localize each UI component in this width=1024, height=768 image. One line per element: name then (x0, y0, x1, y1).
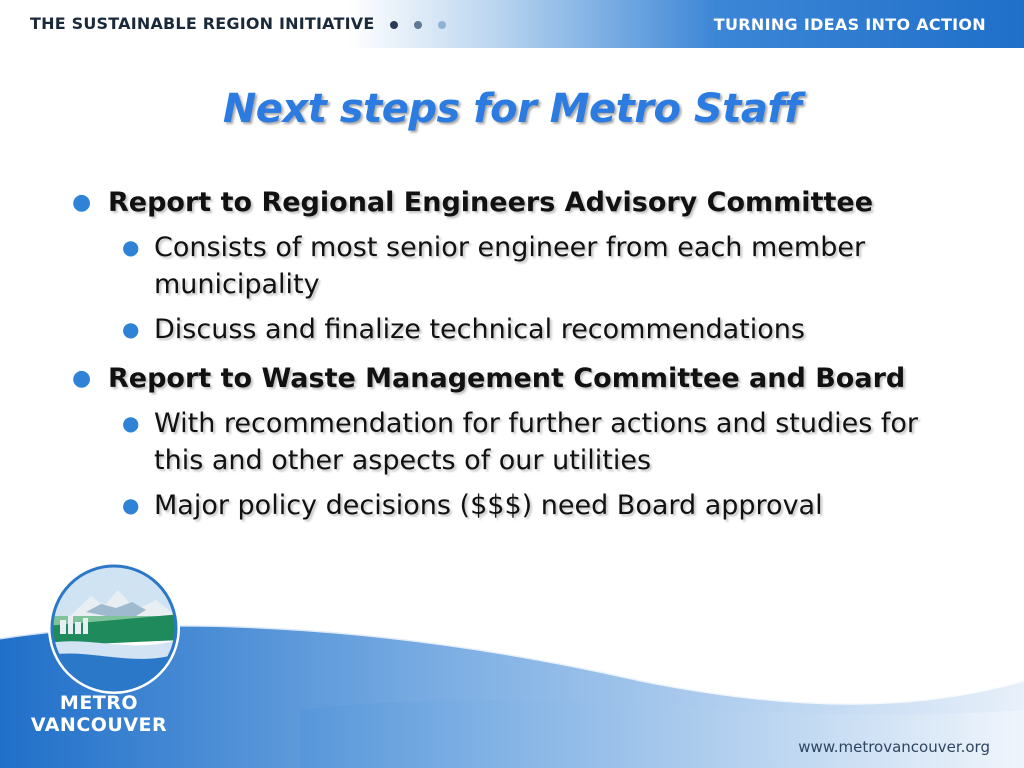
header-bar (0, 0, 1024, 48)
logo-text-metro: METRO (59, 692, 139, 714)
website-url[interactable]: www.metrovancouver.org (798, 738, 990, 756)
bullet-text: Report to Regional Engineers Advisory Committee (108, 187, 874, 218)
bullet-text: Report to Waste Management Committee and Board (108, 363, 906, 394)
sub-bullet-item (112, 405, 968, 479)
header-dot-2 (414, 21, 422, 29)
logo-text-vancouver: VANCOUVER (30, 714, 168, 736)
header-dot-3 (438, 21, 446, 29)
bullet-item (68, 184, 968, 221)
bullet-dot-icon: ● (122, 235, 140, 259)
slide-title: Next steps for Metro Staff (222, 86, 802, 132)
sub-bullet-item (112, 487, 968, 524)
metro-vancouver-logo (46, 560, 182, 696)
sub-bullet-text: Consists of most senior engineer from each member municipality (154, 232, 866, 300)
bullet-dot-icon: ● (122, 493, 140, 517)
sub-bullet-text: Major policy decisions ($$$) need Board approval (154, 490, 823, 521)
sub-bullet-item (112, 311, 968, 348)
bullet-item (68, 360, 968, 397)
bullet-dot-icon: ● (122, 411, 140, 435)
initiative-title: THE SUSTAINABLE REGION INITIATIVE (30, 14, 375, 33)
bullet-list (68, 184, 968, 536)
bullet-group-2 (68, 360, 968, 524)
tagline: TURNING IDEAS INTO ACTION (713, 15, 986, 34)
header-dot-1 (390, 21, 398, 29)
sub-bullet-text: Discuss and finalize technical recommendations (154, 314, 805, 345)
bullet-group-1 (68, 184, 968, 348)
sub-bullet-text: With recommendation for further actions and studies for this and other aspects of our utilities (154, 408, 919, 476)
bullet-dot-icon: ● (72, 366, 92, 391)
bullet-dot-icon: ● (122, 317, 140, 341)
sub-bullet-item (112, 229, 968, 303)
bullet-dot-icon: ● (72, 190, 92, 215)
